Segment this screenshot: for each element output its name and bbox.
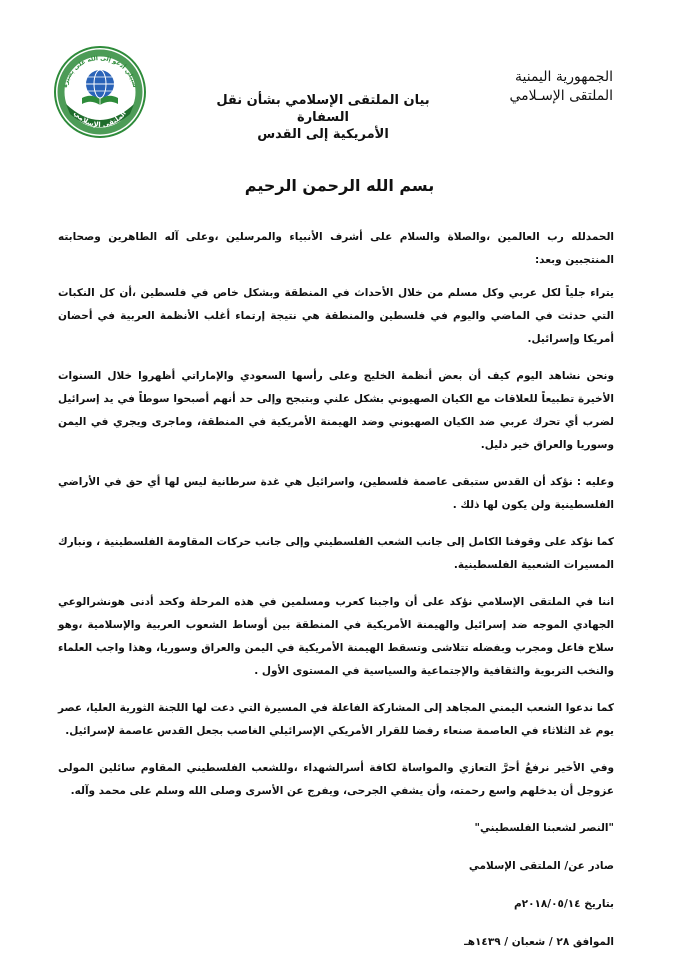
globe-icon [86,70,114,98]
issued-by: صادر عن/ الملتقى الإسلامي [468,860,614,872]
date-hijri: الموافق ٢٨ / شعبان / ١٤٣٩هـ [464,936,614,948]
statement-title [203,92,443,143]
date-gregorian: بتاريخ ٢٠١٨/٠٥/١٤م [513,898,614,910]
letterhead-right [509,68,613,106]
svg-text:سبيلي أدعو إلى الله على بصيرة: سبيلي أدعو إلى الله على بصيرة [61,54,139,89]
svg-text:الملتقى الإسلامي: الملتقى الإسلامي [72,109,128,129]
statement-title-line2: الأمريكية إلى القدس [257,127,389,142]
paragraph-5: اننا في الملتقى الإسلامي نؤكد على أن واجبنا كعرب ومسلمين في هذه المرحلة وكحد أدنى هونشرالوعي الجهادي الموجه ضد إسرائيل والهيمنة الأمريكية في المنطقة بين أوساط الشعوب العربية والإسلامية ،وهو سلاح فاعل ومجرب وبفضله تتلاشى وتسقط الهيمنة الأمريكية في اليمن والعراق وسوريا، وهذا واجب العلماء والنخب التربوية والثقافية والإجتماعية والسياسية في المستوى الأول . [58,596,614,677]
country-name: الجمهورية اليمنية [514,69,613,85]
paragraph-2: ونحن نشاهد اليوم كيف أن بعض أنظمة الخليج وعلى رأسها السعودي والإماراتي أظهروا خلال السنوات الأخيرة تطبيعاً للعلاقات مع الكيان الصهيوني بشكل علني وبتبجح وإلى حد أنهم أصبحوا سوطاً في يد إسرائيل لضرب أي تحرك عربي ضد الكيان الصهيوني وضد الهيمنة الأمريكية في المنطقة، وماجرى ويجري في اليمن وسوريا والعراق خير دليل. [58,370,614,451]
paragraph-opening: الحمدلله رب العالمين ،والصلاة والسلام على أشرف الأنبياء والمرسلين ،وعلى آله الطاهرين وصحابته المنتجبين وبعد: [58,231,614,266]
closing-slogan: "النصر لشعبنا الفلسطيني" [474,822,614,834]
paragraph-4: كما نؤكد على وقوفنا الكامل إلى جانب الشعب الفلسطيني وإلى جانب حركات المقاومة الفلسطينية ، ونبارك المسيرات الشعبية الفلسطينية. [58,536,614,571]
organization-logo [52,44,148,140]
organization-name: الملتقى الإسـلامي [509,88,613,104]
basmala-heading: بسم الله الرحمن الرحيم [244,176,435,195]
paragraph-3: وعليه : نؤكد أن القدس ستبقى عاصمة فلسطين، واسرائيل هي غدة سرطانية ليس لها أي حق في الأراضي الفلسطينية ولن يكون لها ذلك . [58,476,614,511]
paragraph-1: يتراء جلياً لكل عربي وكل مسلم من خلال الأحداث في المنطقة وبشكل خاص في فلسطين ،أن كل النكبات التي حدثت في الماضي واليوم في فلسطين والمنطقة هي نتيجة إرتماء أغلب الأنظمة العربية في أحضان أمريكا وإسرائيل. [58,287,614,345]
paragraph-7: وفي الأخير نرفعُ أحرَّ التعازي والمواساة لكافة أسرالشهداء ،وللشعب الفلسطيني المقاوم سائلين المولى عزوجل أن يدخلهم واسع رحمته، وأن يشفي الجرحى، ويفرج عن الأسرى وصلى الله وسلم على محمد وآله. [58,762,614,797]
statement-title-line1: بيان الملتقى الإسلامي بشأن نقل السفارة [216,93,430,125]
paragraph-6: كما ندعوا الشعب اليمني المجاهد إلى المشاركة الفاعلة في المسيرة التي دعت لها اللجنة الثورية العليا، عصر يوم غد الثلاثاء في العاصمة صنعاء رفضا للقرار الأمريكي الإسرائيلي الغاصب بجعل القدس عاصمة لإسرائيل. [58,702,614,737]
statement-body [58,226,614,969]
